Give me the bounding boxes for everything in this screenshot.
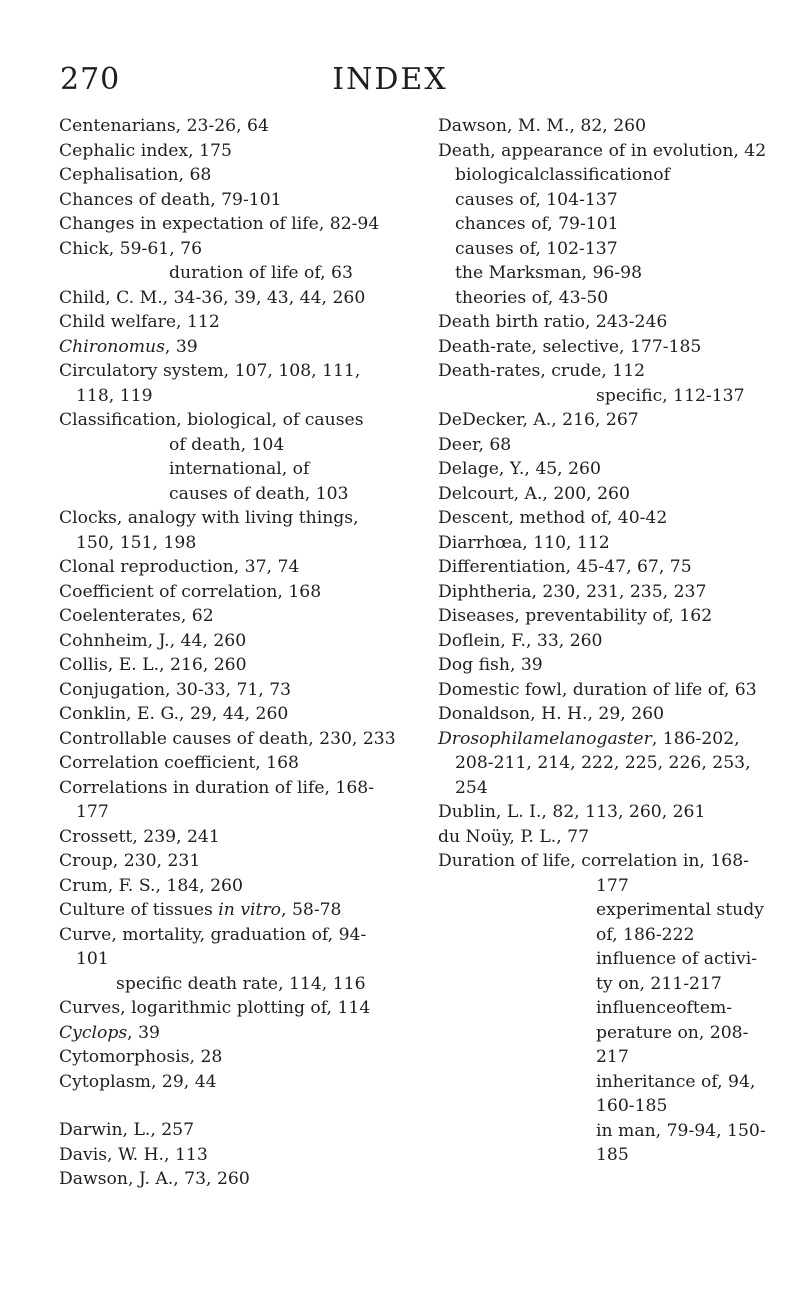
index-entry: Dog fish, 39 [438, 655, 543, 675]
index-entry: Darwin, L., 257 [59, 1120, 195, 1140]
index-continuation: 118, 119 [76, 385, 153, 406]
index-subentry: specific, 112-137 [596, 385, 745, 406]
index-entry: Dublin, L. I., 82, 113, 260, 261 [438, 802, 706, 822]
word: of [676, 998, 693, 1018]
section-gap [59, 1094, 439, 1118]
page-refs: , 186-202, [651, 728, 740, 749]
index-continuation: 150, 151, 198 [76, 532, 197, 553]
index-entry: Curves, logarithmic plotting of, 114 [59, 998, 371, 1018]
index-entry: Changes in expectation of life, 82-94 [59, 214, 380, 234]
index-subentry: experimental study [596, 900, 764, 920]
index-entry: Cephalic index, 175 [59, 140, 232, 161]
index-subentry [438, 996, 766, 1021]
index-continuation: of death, 104 [169, 434, 285, 455]
index-entry: Deer, 68 [438, 434, 512, 455]
page-refs: , 58-78 [281, 900, 342, 920]
index-entry: Curve, mortality, graduation of, 94- [59, 924, 367, 945]
index-entry [438, 727, 766, 752]
index-entry: Delcourt, A., 200, 260 [438, 483, 630, 504]
index-entry: Differentiation, 45-47, 67, 75 [438, 557, 692, 577]
index-entry: Donaldson, H. H., 29, 260 [438, 704, 665, 724]
index-entry [59, 1021, 439, 1046]
index-entry: Domestic fowl, duration of life of, 63 [438, 679, 757, 700]
index-subentry: duration of life of, 63 [169, 263, 353, 283]
index-entry: Crum, F. S., 184, 260 [59, 875, 243, 896]
word: of [653, 165, 670, 185]
index-entry: Cytoplasm, 29, 44 [59, 1071, 217, 1092]
index-entry: Croup, 230, 231 [59, 851, 201, 871]
index-entry: DeDecker, A., 216, 267 [438, 410, 639, 430]
index-entry: Coefficient of correlation, 168 [59, 581, 322, 602]
italic-term: Chironomus [59, 336, 165, 357]
index-entry: Coelenterates, 62 [59, 606, 214, 626]
index-entry: Death-rate, selective, 177-185 [438, 336, 702, 357]
index-continuation: 254 [455, 777, 488, 798]
index-continuation: causes of death, 103 [169, 483, 349, 504]
index-entry: Doflein, F., 33, 260 [438, 630, 603, 651]
index-entry: Crossett, 239, 241 [59, 826, 220, 847]
index-continuation: 177 [76, 802, 109, 822]
word: influence [596, 998, 677, 1018]
index-entry: Centenarians, 23-26, 64 [59, 116, 269, 136]
page-number: 270 [60, 62, 121, 97]
word: tem- [692, 998, 733, 1018]
index-entry: Controllable causes of death, 230, 233 [59, 728, 396, 749]
index-subentry: influence of activi- [596, 949, 758, 969]
index-continuation: ty on, 211-217 [596, 973, 722, 994]
index-entry: Diphtheria, 230, 231, 235, 237 [438, 581, 707, 602]
index-entry: Descent, method of, 40-42 [438, 508, 668, 528]
index-entry: Collis, E. L., 216, 260 [59, 655, 247, 675]
index-entry: Cohnheim, J., 44, 260 [59, 630, 247, 651]
index-entry: Death, appearance of in evolution, 42 [438, 140, 767, 161]
page-refs: , 39 [127, 1022, 160, 1043]
index-entry: Death birth ratio, 243-246 [438, 312, 668, 332]
index-subentry: international, of [169, 459, 310, 479]
index-entry: Child welfare, 112 [59, 312, 220, 332]
index-subentry: causes of, 102-137 [455, 238, 618, 259]
index-entry: Diarrhœa, 110, 112 [438, 532, 610, 553]
index-entry: Child, C. M., 34-36, 39, 43, 44, 260 [59, 287, 366, 308]
index-entry: Diseases, preventability of, 162 [438, 606, 713, 626]
italic-term: in vitro [218, 900, 282, 920]
word: classification [539, 165, 654, 185]
index-entry: Chances of death, 79-101 [59, 189, 282, 210]
index-entry: Cytomorphosis, 28 [59, 1047, 223, 1067]
index-continuation: 185 [596, 1145, 629, 1165]
index-entry: Classification, biological, of causes [59, 410, 364, 430]
index-entry: Dawson, J. A., 73, 260 [59, 1169, 250, 1189]
italic-term: melanogaster [532, 728, 652, 749]
index-continuation: 177 [596, 875, 629, 896]
page-title: INDEX [332, 62, 448, 97]
index-entry: du Noüy, P. L., 77 [438, 826, 590, 847]
italic-term: Drosophila [438, 728, 533, 749]
index-column-left [59, 114, 439, 1192]
index-entry: Cephalisation, 68 [59, 165, 212, 185]
page-header [60, 62, 720, 106]
word: biological [455, 165, 540, 185]
index-subentry: chances of, 79-101 [455, 214, 619, 234]
index-entry: Delage, Y., 45, 260 [438, 459, 601, 479]
index-entry: Circulatory system, 107, 108, 111, [59, 361, 361, 381]
entry-text: Culture of tissues [59, 900, 219, 920]
index-subentry: the Marksman, 96-98 [455, 263, 642, 283]
index-entry: Clocks, analogy with living things, [59, 508, 359, 528]
index-subentry: specific death rate, 114, 116 [116, 973, 366, 994]
index-entry: Chick, 59-61, 76 [59, 238, 203, 259]
index-entry: Clonal reproduction, 37, 74 [59, 557, 300, 577]
index-continuation: 160-185 [596, 1096, 668, 1116]
index-continuation: of, 186-222 [596, 924, 695, 945]
index-entry [59, 335, 439, 360]
index-continuation: 208-211, 214, 222, 225, 226, 253, [455, 753, 751, 773]
index-continuation: 217 [596, 1047, 629, 1067]
index-subentry: inheritance of, 94, [596, 1071, 756, 1092]
index-entry: Davis, W. H., 113 [59, 1144, 208, 1165]
index-column-right [438, 114, 766, 1168]
index-subentry: theories of, 43-50 [455, 287, 609, 308]
index-entry: Correlation coefficient, 168 [59, 753, 299, 773]
index-entry: Dawson, M. M., 82, 260 [438, 116, 647, 136]
index-subentry: in man, 79-94, 150- [596, 1120, 766, 1141]
index-entry: Duration of life, correlation in, 168- [438, 851, 749, 871]
italic-term: Cyclops [59, 1022, 128, 1043]
index-entry: Correlations in duration of life, 168- [59, 777, 375, 798]
index-continuation: perature on, 208- [596, 1022, 749, 1043]
index-subentry [438, 163, 766, 188]
index-entry [59, 898, 439, 923]
index-entry: Death-rates, crude, 112 [438, 361, 646, 381]
index-continuation: 101 [76, 949, 109, 969]
index-continuation: causes of, 104-137 [455, 189, 618, 210]
page-refs: , 39 [164, 336, 198, 357]
index-entry: Conjugation, 30-33, 71, 73 [59, 679, 292, 700]
index-entry: Conklin, E. G., 29, 44, 260 [59, 704, 289, 724]
